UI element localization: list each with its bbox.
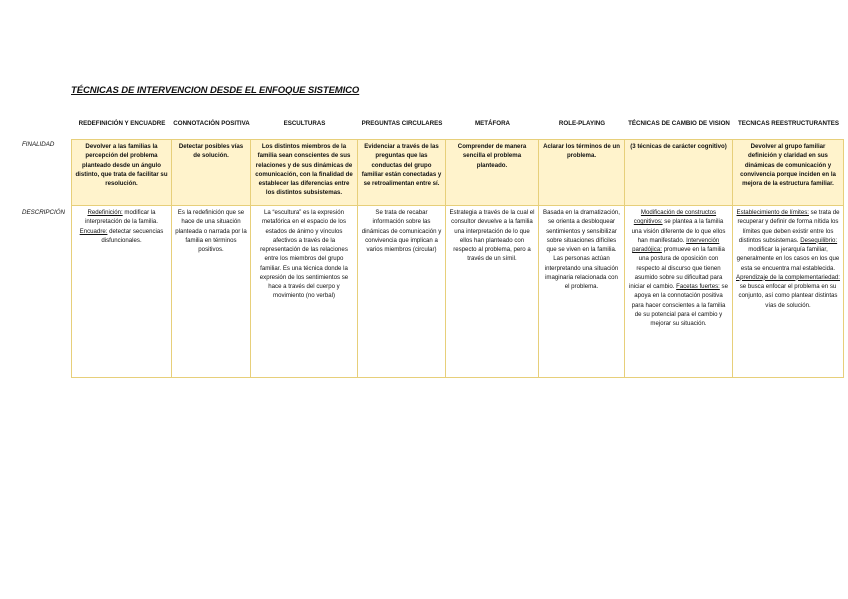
finalidad-cell: Comprender de manera sencilla el problema planteado. xyxy=(446,140,539,206)
descripcion-cell-metafora: Estrategia a través de la cual el consultor devuelve a la familia una interpretación de lo que ellos han planteado con respecto al problema, pero a través de un símil. xyxy=(446,206,539,378)
finalidad-cell: Evidenciar a través de las preguntas que las conductas del grupo familiar están conectadas y se retroalimentan entre sí. xyxy=(358,140,446,206)
header-cambio-vision: TÉCNICAS DE CAMBIO DE VISION xyxy=(628,120,730,127)
descripcion-cell-cambio-vision xyxy=(625,206,733,378)
descripcion-cell-preguntas: Se trata de recabar información sobre las dinámicas de comunicación y convivencia que implican a varios miembros (circular) xyxy=(358,206,446,378)
term-complementariedad: Aprendizaje de la complementariedad: xyxy=(736,273,840,281)
term-text: se plantea a la familia una visión diferente de lo que ellos han manifestado. xyxy=(631,218,726,244)
finalidad-cell: Aclarar los términos de un problema. xyxy=(539,140,625,206)
descripcion-cell-esculturas: La “escultura” es la expresión metafórica en el espacio de los estados de ánimo y vínculos afectivos a través de la representación de las relaciones entre los miembros del grupo familiar. Es una técnica donde la expresión de los sentimientos se hace a través del cuerpo y movimiento (no verbal) xyxy=(251,206,358,378)
descripcion-cell-redefinicion xyxy=(72,206,172,378)
term-desequilibrio: Desequilibrio: xyxy=(800,236,838,244)
term-text: se busca enfocar el problema en su conjunto, así como plantear distintas vías de solución. xyxy=(738,283,838,309)
finalidad-cell: Devolver a las familias la percepción del problema planteado desde un ángulo distinto, que trata de facilitar su resolución. xyxy=(72,140,172,206)
header-connotacion: CONNOTACIÓN POSITIVA xyxy=(173,120,250,127)
term-text: modificar la jerarquía familiar, generalmente en los casos en los que esta se encuentra mal establecida. xyxy=(736,246,840,272)
term-text: detectar secuencias disfuncionales. xyxy=(101,227,164,244)
row-label-descripcion: DESCRIPCIÓN xyxy=(22,209,65,216)
header-role-playing: ROLE-PLAYING xyxy=(558,120,606,127)
term-text: promueve en la familia una postura de oposición con respecto al discurso que tienen asumido sobre su dificultad para iniciar el cambio. xyxy=(629,246,725,290)
header-metafora: METÁFORA xyxy=(474,120,511,127)
header-preguntas: PREGUNTAS CIRCULARES xyxy=(361,120,443,127)
term-paradojica: Intervención paradójica: xyxy=(632,236,720,253)
header-reestructurantes: TECNICAS REESTRUCTURANTES xyxy=(737,120,840,127)
term-text: se trata de recuperar y definir de forma nítida los límites que deben existir entre los distintos subsistemas. xyxy=(737,209,840,244)
document-title: TÉCNICAS DE INTERVENCION DESDE EL ENFOQUE SISTEMICO xyxy=(71,85,360,96)
finalidad-cell: (3 técnicas de carácter cognitivo) xyxy=(625,140,733,206)
term-limites: Establecimiento de límites: xyxy=(736,209,809,216)
term-text: se apoya en la connotación positiva para hacer conscientes a la familia de su potencial para el cambio y mejorar su situación. xyxy=(631,283,728,327)
techniques-table xyxy=(71,139,844,378)
row-label-finalidad: FINALIDAD xyxy=(22,141,55,148)
descripcion-cell-role-playing: Basada en la dramatización, se orienta a desbloquear sentimientos y sensibilizar sobre situaciones difíciles que se viven en la familia. Las personas actúan interpretando una situación imaginaria relacionada con el problema. xyxy=(539,206,625,378)
finalidad-cell: Devolver al grupo familiar definición y claridad en sus dinámicas de comunicación y convivencia porque inciden en la mejora de la estructura familiar. xyxy=(733,140,844,206)
header-redefinicion: REDEFINICIÓN Y ENCUADRE xyxy=(78,120,166,127)
header-esculturas: ESCULTURAS xyxy=(283,120,326,127)
finalidad-cell: Detectar posibles vías de solución. xyxy=(172,140,251,206)
descripcion-cell-reestructurantes xyxy=(733,206,844,378)
term-facetas: Facetas fuertes: xyxy=(676,283,720,290)
term-redefinicion: Redefinición: xyxy=(87,209,123,216)
term-modificacion: Modificación de constructos cognitivos: xyxy=(633,209,717,226)
term-text: modificar la interpretación de la familia. xyxy=(85,209,158,226)
descripcion-cell-connotacion: Es la redefinición que se hace de una situación planteada o narrada por la familia en términos positivos. xyxy=(172,206,251,378)
finalidad-cell: Los distintos miembros de la familia sean conscientes de sus relaciones y de sus dinámicas de comunicación, con la finalidad de establecer las diferencias entre los distintos subsistemas. xyxy=(251,140,358,206)
term-encuadre: Encuadre: xyxy=(79,227,108,235)
